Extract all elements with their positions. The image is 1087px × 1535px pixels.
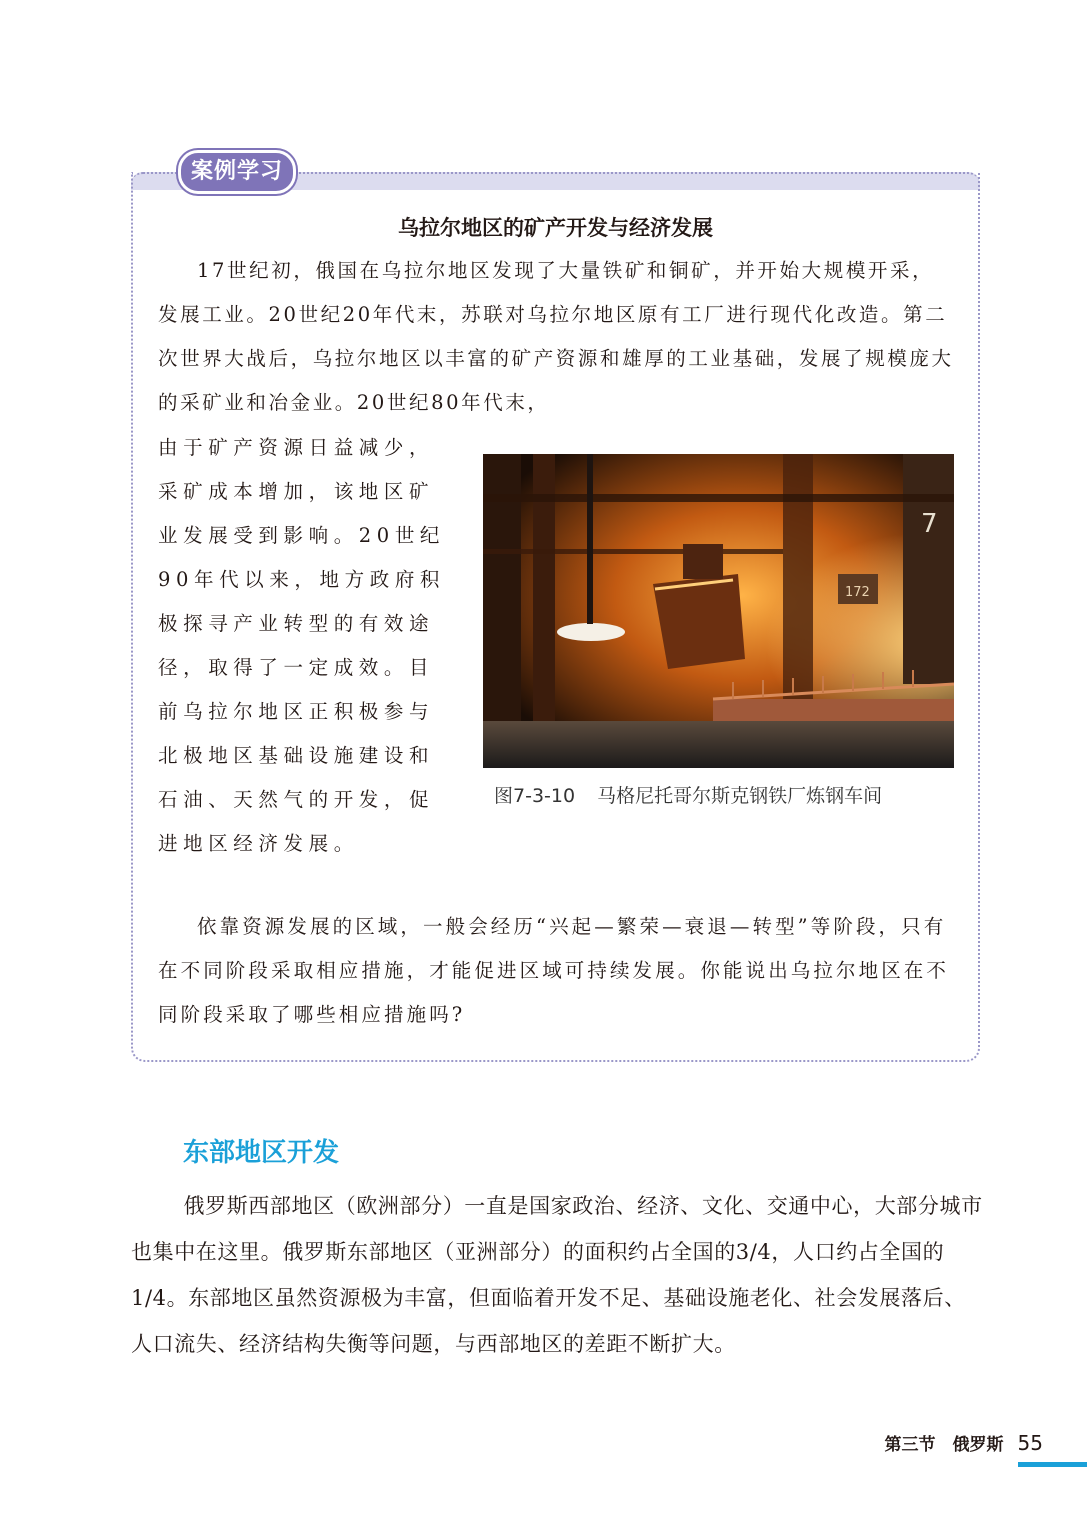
figure-caption-text: 马格尼托哥尔斯克钢铁厂炼钢车间 (597, 785, 883, 807)
svg-text:172: 172 (845, 585, 870, 600)
page-footer (885, 1430, 1043, 1455)
case-study-paragraph-1-continued: 由于矿产资源日益减少，采矿成本增加，该地区矿业发展受到影响。20世纪90年代以来，地方政府积极探寻产业转型的有效途径，取得了一定成效。目前乌拉尔地区正积极参与北极地区基础设施建设和石油、天然气的开发，促进地区经济发展。 (158, 436, 446, 855)
section-heading: 东部地区开发 (183, 1138, 340, 1168)
footer-accent-bar (1018, 1462, 1087, 1467)
footer-section-label: 第三节 俄罗斯 (884, 1435, 1004, 1455)
case-study-paragraph-1: 17世纪初，俄国在乌拉尔地区发现了大量铁矿和铜矿，并开始大规模开采，发展工业。20世纪20年代末，苏联对乌拉尔地区原有工厂进行现代化改造。第二次世界大战后，乌拉尔地区以丰富的矿产资源和雄厚的工业基础，发展了规模庞大的采矿业和冶金业。20世纪80年代末， (158, 259, 954, 414)
case-study-tag: 案例学习 (178, 150, 296, 194)
case-study-title: 乌拉尔地区的矿产开发与经济发展 (398, 216, 713, 240)
figure-caption (494, 781, 882, 808)
section-body: 俄罗斯西部地区（欧洲部分）一直是国家政治、经济、文化、交通中心，大部分城市也集中在这里。俄罗斯东部地区（亚洲部分）的面积约占全国的3/4，人口约占全国的1/4。东部地区虽然资源极为丰富，但面临着开发不足、基础设施老化、社会发展落后、人口流失、经济结构失衡等问题，与西部地区的差距不断扩大。 (131, 1194, 983, 1356)
page-number: 55 (1017, 1431, 1043, 1455)
figure-number: 图7-3-10 (494, 785, 576, 807)
case-study-question: 依靠资源发展的区域，一般会经历“兴起—繁荣—衰退—转型”等阶段，只有在不同阶段采取相应措施，才能促进区域可持续发展。你能说出乌拉尔地区在不同阶段采取了哪些相应措施吗? (158, 915, 950, 1026)
steel-plant-photo (483, 454, 954, 768)
svg-text:7: 7 (921, 509, 938, 539)
